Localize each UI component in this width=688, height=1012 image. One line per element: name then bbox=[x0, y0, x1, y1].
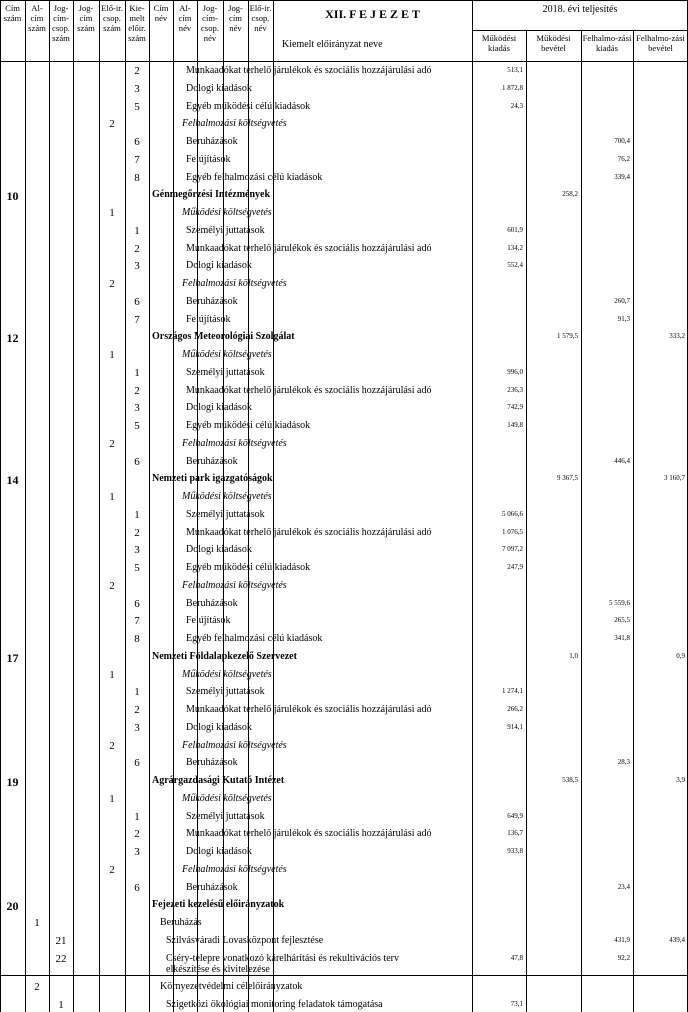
kiemelt-number: 1 bbox=[134, 224, 140, 237]
column-divider bbox=[99, 0, 100, 1012]
cim-number: 20 bbox=[6, 899, 19, 914]
item-name: Szigetközi ökológiai monitoring feladatok támogatása bbox=[166, 998, 383, 1010]
item-name: Felújítások bbox=[186, 615, 231, 627]
column-divider bbox=[125, 0, 126, 1012]
kiemelt-number: 3 bbox=[134, 721, 140, 734]
value-mk: 134,2 bbox=[507, 243, 523, 252]
value-fb: 3,9 bbox=[676, 776, 685, 784]
value-fk: 91,3 bbox=[617, 314, 630, 323]
value-column-header: Működési kiadás bbox=[481, 33, 517, 53]
value-mk: 236,3 bbox=[507, 385, 523, 394]
kiemelt-number: 1 bbox=[134, 686, 140, 699]
item-name: Egyéb működési célú kiadások bbox=[186, 562, 311, 573]
jogcim-csop-number: 21 bbox=[55, 934, 67, 947]
item-name: Egyéb felhalmozási célú kiadások bbox=[186, 171, 323, 183]
value-fb: 0,9 bbox=[676, 651, 685, 660]
kiemelt-number: 2 bbox=[134, 828, 140, 841]
item-name: Személyi juttatások bbox=[186, 686, 265, 698]
value-fk: 92,2 bbox=[617, 953, 630, 962]
value-mb: 9 367,5 bbox=[557, 474, 578, 483]
column-header: Elő-ir. csop. szám bbox=[101, 3, 123, 33]
kiemelt-number: 1 bbox=[134, 366, 140, 379]
value-mk: 24,3 bbox=[510, 101, 523, 110]
item-name: Felhalmozási költségvetés bbox=[182, 437, 287, 449]
column-divider bbox=[273, 0, 274, 1012]
alcim-number: 2 bbox=[34, 980, 40, 993]
value-mk: 601,9 bbox=[507, 225, 523, 234]
item-name: Cséry-telepre vonatkozó kárelhárítási és rekultivációs terv bbox=[166, 952, 399, 964]
value-mk: 742,9 bbox=[507, 403, 523, 412]
kiemelt-number: 2 bbox=[134, 526, 140, 539]
item-name: Személyi juttatások bbox=[186, 508, 265, 520]
item-name: Felhalmozási költségvetés bbox=[182, 118, 287, 130]
value-mk: 1 076,5 bbox=[502, 527, 523, 536]
item-name: Felújítások bbox=[186, 313, 231, 325]
column-divider bbox=[248, 0, 249, 1012]
item-name: Felhalmozási költségvetés bbox=[182, 739, 287, 751]
table-top-border bbox=[0, 0, 688, 1]
value-mb: 258,2 bbox=[562, 190, 578, 199]
item-name: Működési költségvetés bbox=[182, 349, 272, 360]
kiemelt-number: 3 bbox=[134, 82, 140, 95]
item-name: Szilvásváradi Lovasközpont fejlesztése bbox=[166, 934, 324, 946]
value-mk: 247,9 bbox=[507, 563, 523, 571]
item-name: Működési költségvetés bbox=[182, 207, 272, 218]
kiemelt-number: 2 bbox=[134, 704, 140, 716]
value-mk: 136,7 bbox=[507, 829, 523, 838]
column-header: Jog-cím szám bbox=[77, 3, 95, 33]
value-fk: 23,4 bbox=[617, 882, 630, 891]
item-name: Beruházás bbox=[160, 917, 202, 928]
column-header: Cím szám bbox=[3, 3, 22, 23]
item-name: Működési költségvetés bbox=[182, 792, 272, 804]
item-name: Működési költségvetés bbox=[182, 668, 272, 680]
kiemelt-number: 3 bbox=[134, 402, 140, 415]
item-name: Dologi kiadások bbox=[186, 260, 252, 272]
eloir-csop-number: 1 bbox=[109, 668, 115, 681]
kiemelt-number: 2 bbox=[134, 65, 140, 77]
section-divider bbox=[0, 975, 688, 976]
value-fk: 700,4 bbox=[614, 137, 630, 145]
value-mk: 1 274,1 bbox=[502, 687, 523, 696]
value-fb: 333,2 bbox=[669, 332, 685, 341]
item-name: Személyi juttatások bbox=[186, 810, 265, 822]
item-name: Beruházások bbox=[186, 881, 238, 893]
value-fb: 3 160,7 bbox=[664, 474, 685, 483]
item-name: Dologi kiadások bbox=[186, 544, 252, 556]
kiemelt-number: 8 bbox=[134, 171, 140, 184]
year-subheader-border bbox=[472, 30, 688, 31]
value-mk: 914,1 bbox=[507, 722, 523, 731]
value-mk: 149,8 bbox=[507, 421, 523, 429]
eloir-csop-number: 2 bbox=[109, 118, 115, 131]
eloir-csop-number: 2 bbox=[109, 863, 115, 876]
item-name: Beruházások bbox=[186, 295, 238, 307]
column-divider bbox=[197, 0, 198, 1012]
kiemelt-number: 6 bbox=[134, 597, 140, 610]
value-mk: 513,1 bbox=[507, 66, 523, 74]
eloir-csop-number: 2 bbox=[109, 579, 115, 592]
item-name: Országos Meteorológiai Szolgálat bbox=[152, 331, 295, 343]
name-column-header: Kiemelt előirányzat neve bbox=[282, 39, 383, 50]
column-divider bbox=[149, 0, 150, 1012]
value-fk: 446,4 bbox=[614, 456, 630, 465]
item-name: Munkaadókat terhelő járulékok és szociális hozzájárulási adó bbox=[186, 526, 432, 538]
item-name: Beruházások bbox=[186, 136, 238, 147]
cim-number: 10 bbox=[6, 189, 19, 204]
value-column-header: Felhalmo-zási bevétel bbox=[636, 33, 685, 53]
value-fk: 265,5 bbox=[614, 616, 630, 625]
item-name: Munkaadókat terhelő járulékok és szociális hozzájárulási adó bbox=[186, 828, 432, 840]
value-column-header: Felhalmo-zási kiadás bbox=[582, 33, 632, 53]
kiemelt-number: 6 bbox=[134, 757, 140, 770]
value-mk: 266,2 bbox=[507, 705, 523, 713]
cim-number: 12 bbox=[6, 331, 19, 346]
item-name: Működési költségvetés bbox=[182, 491, 272, 502]
column-header: Jog-cím név bbox=[228, 3, 243, 33]
item-name: Génmegőrzési Intézmények bbox=[152, 189, 271, 201]
jogcim-csop-number: 1 bbox=[58, 998, 64, 1011]
value-fk: 341,8 bbox=[614, 634, 630, 642]
kiemelt-number: 5 bbox=[134, 420, 140, 432]
header-bottom-border bbox=[0, 61, 688, 62]
item-name: Fejezeti kezelésű előirányzatok bbox=[152, 899, 285, 911]
value-mk: 649,9 bbox=[507, 811, 523, 820]
kiemelt-number: 6 bbox=[134, 136, 140, 148]
kiemelt-number: 3 bbox=[134, 544, 140, 557]
value-fk: 5 559,6 bbox=[609, 598, 630, 607]
item-name: Egyéb felhalmozási célú kiadások bbox=[186, 633, 323, 644]
value-mk: 7 097,2 bbox=[502, 545, 523, 554]
value-mk: 933,8 bbox=[507, 847, 523, 855]
chapter-title: XII. F E J E Z E T bbox=[325, 7, 420, 21]
kiemelt-number: 6 bbox=[134, 455, 140, 468]
eloir-csop-number: 1 bbox=[109, 792, 115, 805]
item-name: Felhalmozási költségvetés bbox=[182, 278, 287, 289]
item-name: Dologi kiadások bbox=[186, 721, 252, 733]
item-name-continued: elkészítése és kivitelezése bbox=[166, 963, 270, 975]
kiemelt-number: 8 bbox=[134, 633, 140, 645]
value-fk: 28,3 bbox=[617, 758, 630, 767]
item-name: Felhalmozási költségvetés bbox=[182, 579, 287, 591]
value-mk: 47,8 bbox=[510, 953, 523, 962]
value-mb: 1,0 bbox=[569, 651, 578, 660]
eloir-csop-number: 1 bbox=[109, 349, 115, 361]
kiemelt-number: 7 bbox=[134, 313, 140, 326]
value-fb: 439,4 bbox=[669, 935, 685, 944]
value-mk: 1 872,8 bbox=[502, 83, 523, 92]
eloir-csop-number: 2 bbox=[109, 739, 115, 752]
column-divider bbox=[633, 30, 634, 1012]
value-column-header: Működési bevétel bbox=[536, 33, 571, 53]
kiemelt-number: 2 bbox=[134, 242, 140, 255]
eloir-csop-number: 1 bbox=[109, 491, 115, 503]
item-name: Beruházások bbox=[186, 455, 238, 467]
item-name: Dologi kiadások bbox=[186, 402, 252, 414]
item-name: Munkaadókat terhelő járulékok és szociális hozzájárulási adó bbox=[186, 704, 432, 715]
column-header: Al-cím szám bbox=[28, 3, 46, 33]
value-mk: 996,0 bbox=[507, 367, 523, 376]
item-name: Munkaadókat terhelő járulékok és szociális hozzájárulási adó bbox=[186, 242, 432, 254]
alcim-number: 1 bbox=[34, 917, 40, 929]
value-mk: 73,1 bbox=[510, 999, 523, 1008]
kiemelt-number: 5 bbox=[134, 100, 140, 113]
kiemelt-number: 5 bbox=[134, 562, 140, 574]
value-fk: 260,7 bbox=[614, 296, 630, 305]
column-divider bbox=[25, 0, 26, 1012]
value-fk: 431,9 bbox=[614, 935, 630, 944]
item-name: Nemzeti park igazgatóságok bbox=[152, 473, 273, 485]
value-mb: 1 579,5 bbox=[557, 332, 578, 341]
value-fk: 339,4 bbox=[614, 172, 630, 181]
item-name: Környezetvédelmi célelőirányzatok bbox=[160, 980, 303, 992]
eloir-csop-number: 2 bbox=[109, 437, 115, 450]
item-name: Felhalmozási költségvetés bbox=[182, 863, 287, 875]
item-name: Munkaadókat terhelő járulékok és szociális hozzájárulási adó bbox=[186, 384, 432, 396]
column-header: Cím név bbox=[153, 3, 169, 23]
kiemelt-number: 1 bbox=[134, 508, 140, 521]
item-name: Egyéb működési célú kiadások bbox=[186, 420, 311, 431]
column-divider bbox=[526, 30, 527, 1012]
kiemelt-number: 6 bbox=[134, 295, 140, 308]
kiemelt-number: 1 bbox=[134, 810, 140, 823]
column-divider bbox=[173, 0, 174, 1012]
column-header: Kie-melt előir. szám bbox=[128, 3, 146, 43]
item-name: Dologi kiadások bbox=[186, 846, 252, 857]
kiemelt-number: 6 bbox=[134, 881, 140, 894]
item-name: Személyi juttatások bbox=[186, 366, 265, 378]
kiemelt-number: 3 bbox=[134, 260, 140, 273]
item-name: Agrárgazdasági Kutató Intézet bbox=[152, 775, 285, 786]
kiemelt-number: 2 bbox=[134, 384, 140, 397]
kiemelt-number: 7 bbox=[134, 153, 140, 166]
column-divider bbox=[73, 0, 74, 1012]
cim-number: 17 bbox=[6, 650, 19, 665]
column-header: Al-cím név bbox=[178, 3, 192, 33]
column-header: Jog-cím-csop. név bbox=[201, 3, 219, 43]
item-name: Dologi kiadások bbox=[186, 82, 252, 94]
eloir-csop-number: 1 bbox=[109, 207, 115, 219]
item-name: Beruházások bbox=[186, 757, 238, 769]
column-header: Elő-ir. csop. név bbox=[249, 3, 272, 33]
item-name: Egyéb működési célú kiadások bbox=[186, 100, 311, 112]
kiemelt-number: 7 bbox=[134, 615, 140, 628]
column-divider bbox=[49, 0, 50, 1012]
value-mk: 5 066,6 bbox=[502, 509, 523, 518]
cim-number: 19 bbox=[6, 775, 19, 789]
column-divider bbox=[472, 0, 473, 1012]
kiemelt-number: 3 bbox=[134, 846, 140, 858]
item-name: Személyi juttatások bbox=[186, 224, 265, 236]
jogcim-csop-number: 22 bbox=[55, 952, 67, 965]
value-mk: 552,4 bbox=[507, 261, 523, 270]
cim-number: 14 bbox=[6, 473, 19, 488]
value-fk: 76,2 bbox=[617, 154, 630, 163]
item-name: Beruházások bbox=[186, 597, 238, 609]
year-label: 2018. évi teljesítés bbox=[542, 4, 618, 15]
item-name: Nemzeti Földalapkezelő Szervezet bbox=[152, 650, 297, 662]
item-name: Felújítások bbox=[186, 153, 231, 165]
eloir-csop-number: 2 bbox=[109, 278, 115, 290]
item-name: Munkaadókat terhelő járulékok és szociális hozzájárulási adó bbox=[186, 65, 432, 76]
column-divider bbox=[223, 0, 224, 1012]
value-mb: 538,5 bbox=[562, 776, 578, 784]
column-header: Jog-cím-csop. szám bbox=[52, 3, 70, 43]
column-divider bbox=[0, 0, 1, 1012]
